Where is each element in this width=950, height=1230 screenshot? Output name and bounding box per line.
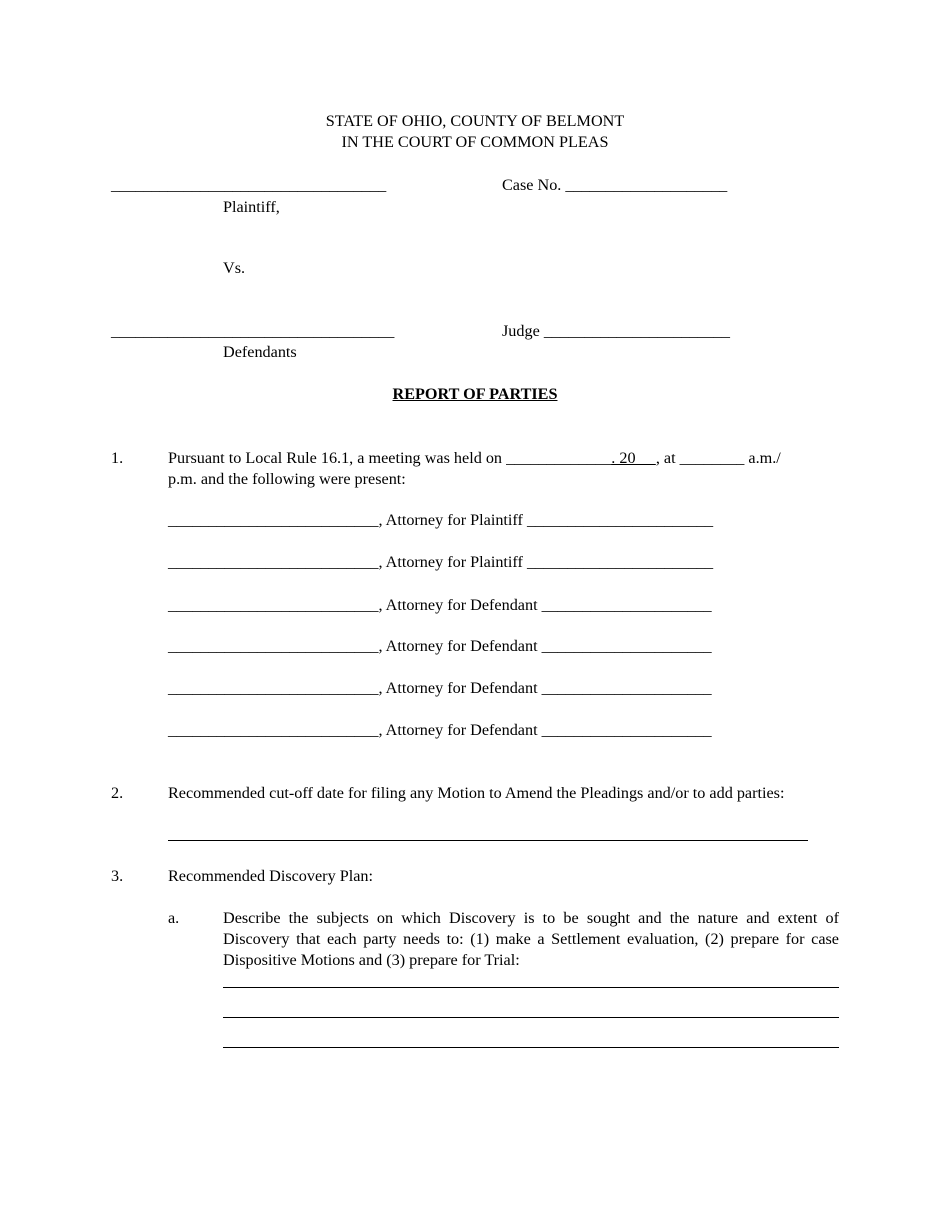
item-2-number: 2. <box>111 784 124 802</box>
discovery-answer-line[interactable] <box>223 987 839 988</box>
item-3a-letter: a. <box>168 909 180 927</box>
judge-blank[interactable]: _______________________ <box>543 322 730 340</box>
item-1-text-before: Pursuant to Local Rule 16.1, a meeting was held on <box>168 449 507 467</box>
meeting-date-blank[interactable]: _____________ <box>506 449 612 467</box>
meeting-time-text[interactable]: , at ________ a.m./ <box>655 449 781 467</box>
plaintiff-name-blank[interactable]: __________________________________ <box>111 176 387 194</box>
judge-label: Judge <box>502 322 540 340</box>
discovery-answer-line[interactable] <box>223 1017 839 1018</box>
item-1-line-2: p.m. and the following were present: <box>168 470 406 488</box>
court-state-county: STATE OF OHIO, COUNTY OF BELMONT <box>325 112 625 130</box>
document-title: REPORT OF PARTIES <box>392 385 558 403</box>
attendee-line[interactable]: __________________________, Attorney for Plaintiff _______________________ <box>168 553 714 571</box>
court-name: IN THE COURT OF COMMON PLEAS <box>341 133 609 151</box>
item-3-text: Recommended Discovery Plan: <box>168 867 373 885</box>
cutoff-date-blank-line[interactable] <box>168 840 808 841</box>
item-3-number: 3. <box>111 867 124 885</box>
attendee-line[interactable]: __________________________, Attorney for Plaintiff _______________________ <box>168 511 714 529</box>
judge-field <box>502 321 730 342</box>
item-1-number: 1. <box>111 449 124 467</box>
item-1-meeting-line <box>168 448 781 469</box>
attendee-line[interactable]: __________________________, Attorney for Defendant _____________________ <box>168 679 712 697</box>
item-3a-text: Describe the subjects on which Discovery is to be sought and the nature and extent of Discovery that each party needs to: (1) make a Settlement evaluation, (2) prepare for case Dispositive Motions and (3) prepare for Trial: <box>223 909 839 969</box>
attendee-line[interactable]: __________________________, Attorney for Defendant _____________________ <box>168 721 712 739</box>
meeting-year[interactable]: . 20 <box>611 449 656 467</box>
item-2-text: Recommended cut-off date for filing any Motion to Amend the Pleadings and/or to add parties: <box>168 784 785 802</box>
discovery-answer-line[interactable] <box>223 1047 839 1048</box>
case-no-blank[interactable]: ____________________ <box>565 176 728 194</box>
case-no-label: Case No. <box>502 176 562 194</box>
case-no-field <box>502 175 727 196</box>
attendee-line[interactable]: __________________________, Attorney for Defendant _____________________ <box>168 596 712 614</box>
plaintiff-label: Plaintiff, <box>223 198 280 216</box>
attendee-line[interactable]: __________________________, Attorney for Defendant _____________________ <box>168 637 712 655</box>
vs-label: Vs. <box>223 259 246 277</box>
defendants-label: Defendants <box>223 343 297 361</box>
defendants-name-blank[interactable]: ___________________________________ <box>111 322 395 340</box>
